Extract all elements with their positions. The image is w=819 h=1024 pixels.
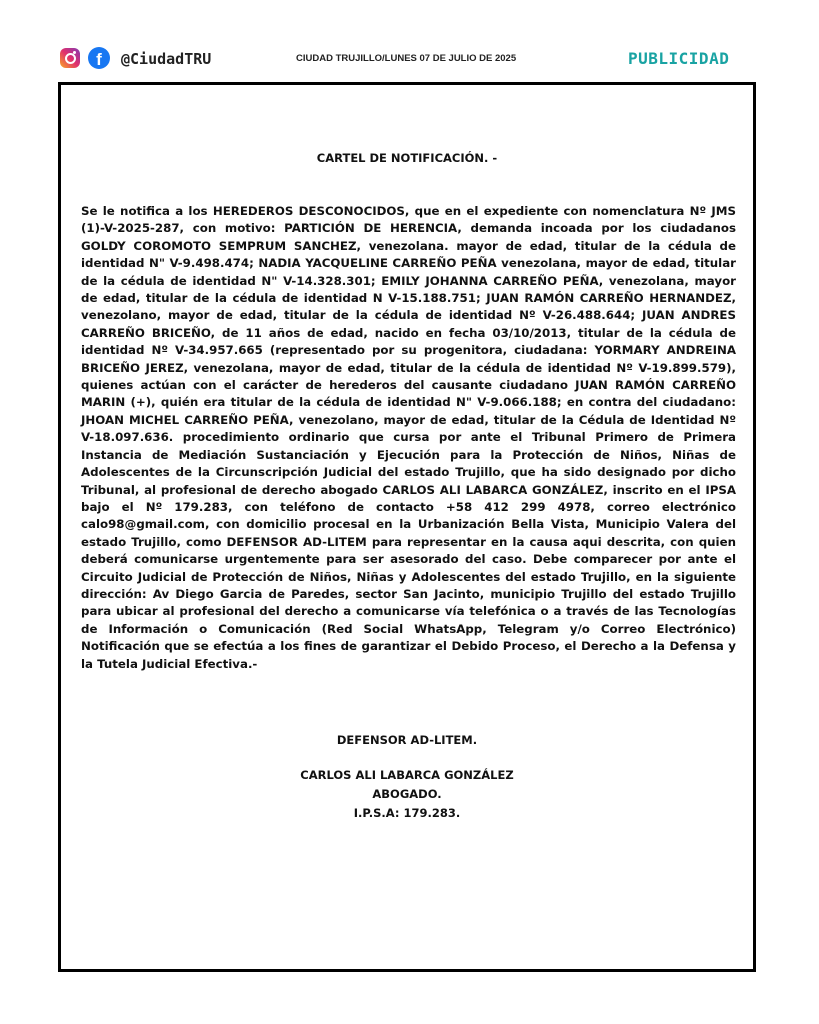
page-header — [0, 44, 819, 76]
notice-title: CARTEL DE NOTIFICACIÓN. - — [316, 151, 498, 165]
notice-frame — [58, 82, 756, 972]
instagram-icon[interactable] — [60, 48, 80, 68]
signature-ipsa: I.P.S.A: 179.283. — [353, 806, 461, 820]
signature-role: DEFENSOR AD-LITEM. — [336, 733, 478, 747]
dateline: CIUDAD TRUJILLO/LUNES 07 DE JULIO DE 2025 — [296, 53, 517, 64]
facebook-icon[interactable]: f — [88, 47, 110, 69]
signature-name: CARLOS ALI LABARCA GONZÁLEZ — [300, 768, 514, 782]
notice-body: Se le notifica a los HEREDEROS DESCONOCIDOS, que en el expediente con nomenclatura Nº JMS (1)-V-2025-287, con motivo: PARTICIÓN DE HERENCIA, demanda incoada por los ciudadanos GOLDY COROMOTO SEMPRUM SANCHEZ, venezolana. mayor de edad, titular de la cédula de identidad N" V-9.498.474; NADIA YACQUELINE CARREÑO PEÑA venezolana, mayor de edad, titular de la cédula de identidad N" V-14.328.301; EMILY JOHANNA CARREÑO PEÑA, venezolana, mayor de edad, titular de la cédula de identidad N V-15.188.751; JUAN RAMÓN CARREÑO HERNANDEZ, venezolano, mayor de edad, titular de la cédula de identidad Nº V-26.488.644; JUAN ANDRES CARREÑO BRICEÑO, de 11 años de edad, nacido en fecha 03/10/2013, titular de la cédula de identidad Nº V-34.957.665 (representado por su progenitora, ciudadana: YORMARY ANDREINA BRICEÑO JEREZ, venezolana, mayor de edad, titular de la cédula de identidad Nº V-19.899.579), quienes actúan con el carácter de herederos del causante ciudadano JUAN RAMÓN CARREÑO MARIN (+), quién era titular de la cédula de identidad N" V-9.066.188; en contra del ciudadano: JHOAN MICHEL CARREÑO PEÑA, venezolano, mayor de edad, titular de la Cédula de Identidad Nº V-18.097.636. procedimiento ordinario que cursa por ante el Tribunal Primero de Primera Instancia de Mediación Sustanciación y Ejecución para la Protección de Niños, Niñas de Adolescentes de la Circunscripción Judicial del estado Trujillo, que ha sido designado por dicho Tribunal, al profesional de derecho abogado CARLOS ALI LABARCA GONZÁLEZ, inscrito en el IPSA bajo el Nº 179.283, con teléfono de contacto +58 412 299 4978, correo electrónico calo98@gmail.com, con domicilio procesal en la Urbanización Bella Vista, Municipio Valera del estado Trujillo, como DEFENSOR AD-LITEM para representar en la causa aqui descrita, con quien deberá comunicarse urgentemente para ser asesorado del caso. Debe comparecer por ante el Circuito Judicial de Protección de Niños, Niñas y Adolescentes del estado Trujillo, en la siguiente dirección: Av Diego Garcia de Paredes, sector San Jacinto, municipio Trujillo del estado Trujillo para ubicar al profesional del derecho a comunicarse vía telefónica o a través de las Tecnologías de Información o Comunicación (Red Social WhatsApp, Telegram y/o Correo Electrónico) Notificación que se efectúa a los fines de garantizar el Debido Proceso, el Derecho a la Defensa y la Tutela Judicial Efectiva.- — [81, 204, 736, 671]
signature-profession: ABOGADO. — [372, 787, 442, 801]
section-label: PUBLICIDAD — [628, 49, 730, 68]
social-handle[interactable]: @CiudadTRU — [121, 50, 212, 68]
